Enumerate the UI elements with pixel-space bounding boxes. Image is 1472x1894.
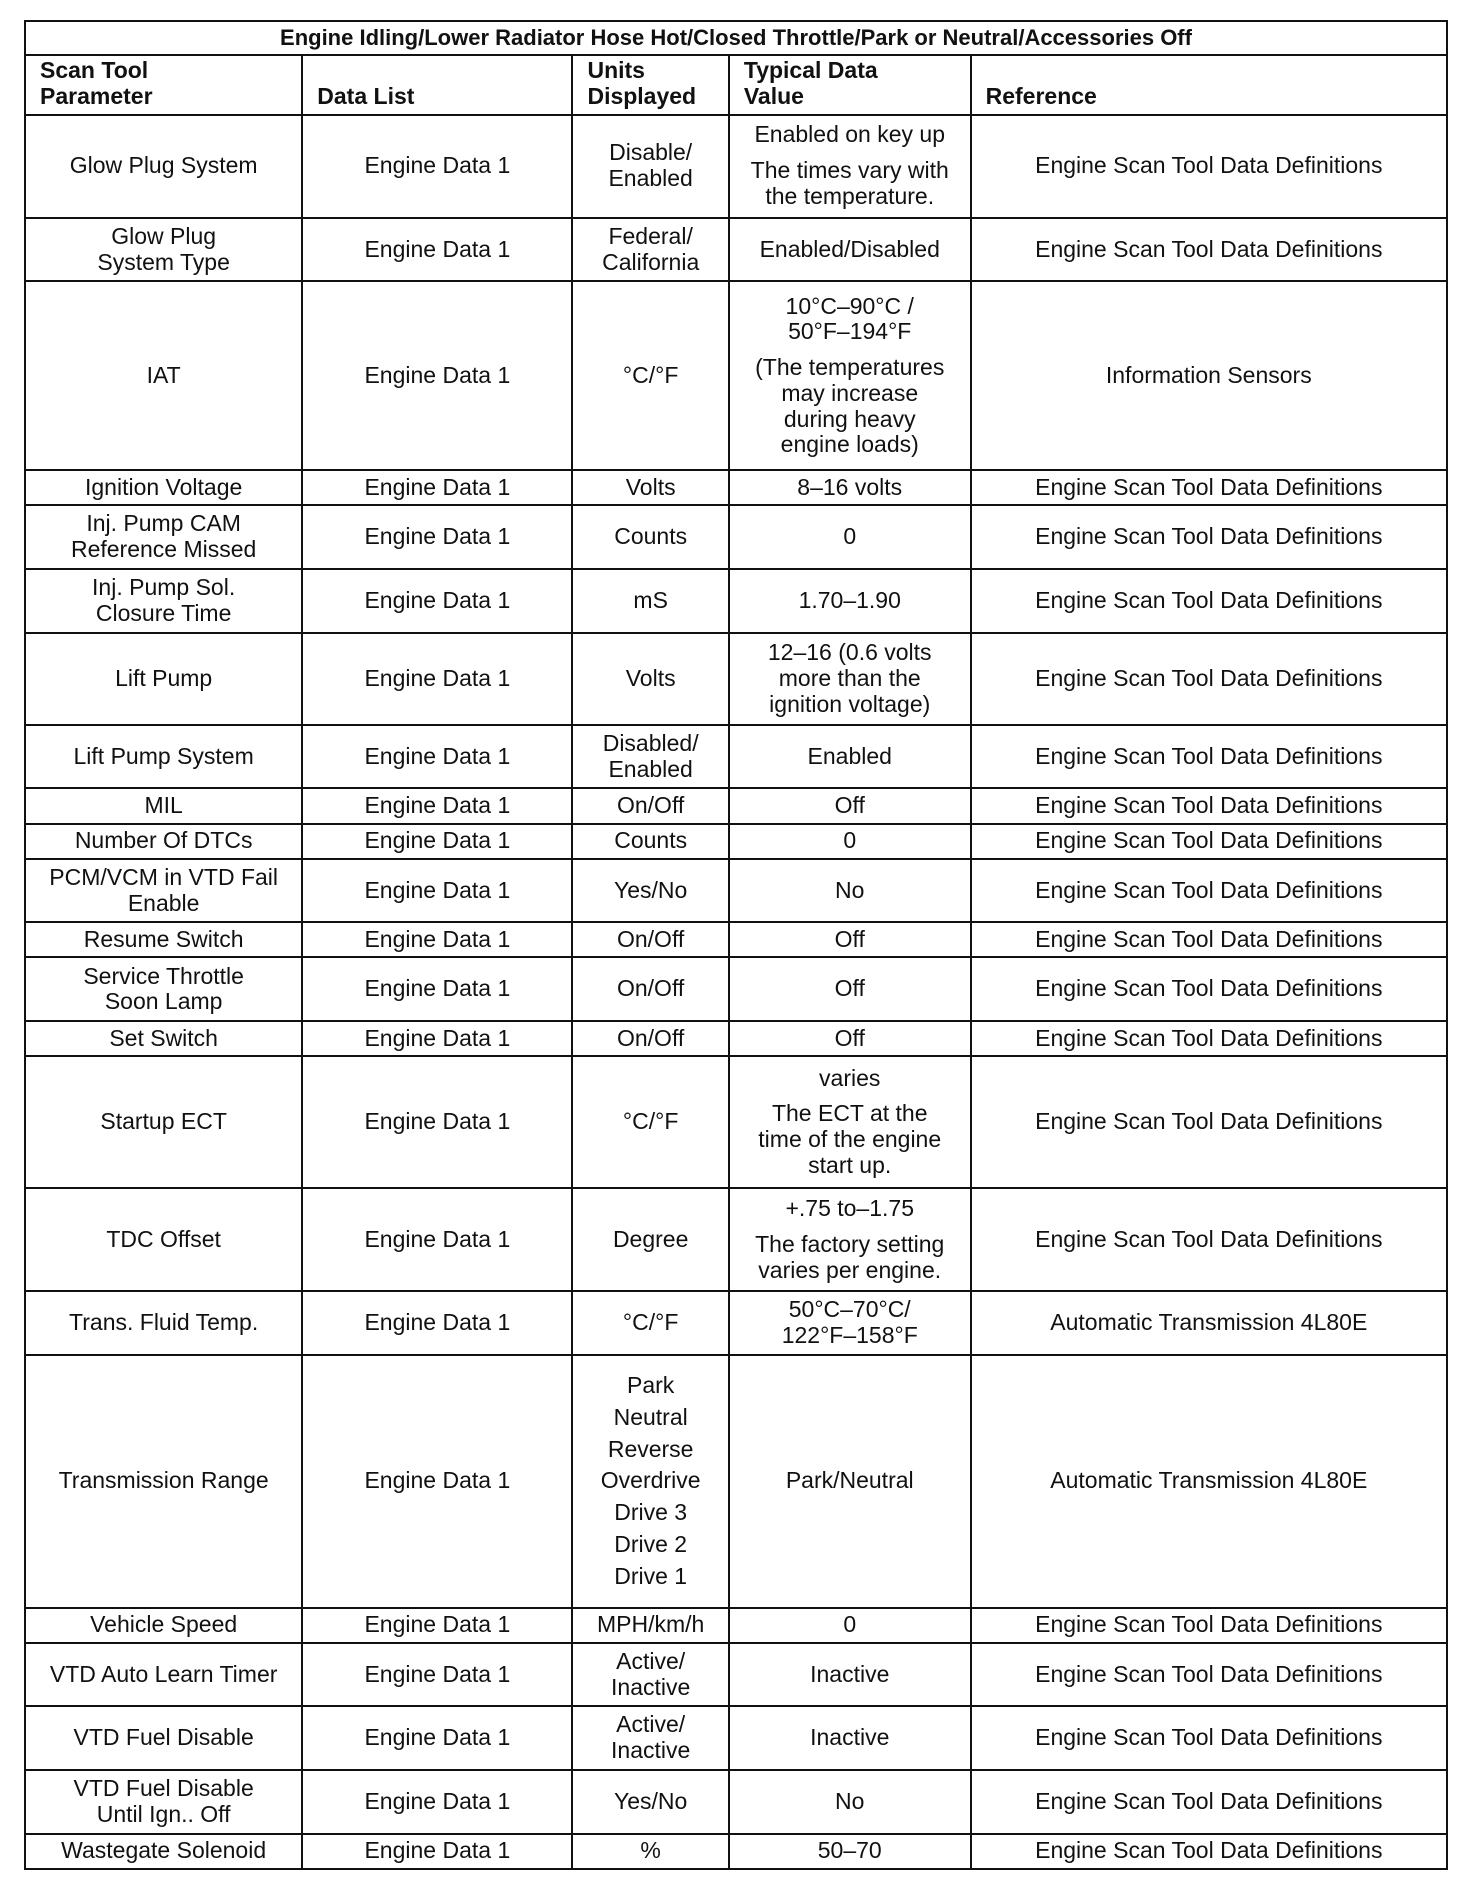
cell-parameter xyxy=(25,1608,302,1643)
units-text: On/Off xyxy=(616,1024,685,1051)
typical-value-text: ignition voltage) xyxy=(769,690,931,717)
units-text: Overdrive xyxy=(600,1467,701,1494)
cell-units xyxy=(572,1643,728,1707)
units-text: Disable/ xyxy=(609,139,693,166)
cell-typical-value xyxy=(729,1291,971,1355)
cell-data-list: Engine Data 1 xyxy=(302,505,572,569)
units-text: °C/°F xyxy=(622,361,679,388)
cell-typical-value xyxy=(729,1188,971,1291)
cell-parameter xyxy=(25,1706,302,1770)
cell-units xyxy=(572,1056,728,1188)
units-text: California xyxy=(602,248,700,275)
parameter-text: Startup ECT xyxy=(100,1108,227,1135)
cell-data-list: Engine Data 1 xyxy=(302,218,572,282)
parameter-text: Enable xyxy=(127,889,200,916)
units-text: On/Off xyxy=(616,926,685,953)
cell-parameter xyxy=(25,470,302,505)
typical-value-text: The factory setting xyxy=(755,1230,945,1257)
cell-units xyxy=(572,1834,728,1869)
cell-units xyxy=(572,788,728,823)
units-text: Federal/ xyxy=(608,222,693,249)
header-data-list xyxy=(302,55,572,115)
units-text: Drive 2 xyxy=(614,1530,688,1557)
cell-units xyxy=(572,633,728,725)
parameter-text: Inj. Pump CAM xyxy=(86,510,241,537)
cell-data-list: Engine Data 1 xyxy=(302,115,572,218)
table-row xyxy=(25,725,1447,789)
typical-value-text: 50–70 xyxy=(817,1837,882,1864)
cell-typical-value xyxy=(729,1056,971,1188)
cell-typical-value xyxy=(729,115,971,218)
parameter-text: Soon Lamp xyxy=(104,988,223,1015)
units-text: Counts xyxy=(614,523,688,550)
cell-parameter xyxy=(25,1021,302,1056)
cell-reference: Engine Scan Tool Data Definitions xyxy=(971,1770,1447,1834)
cell-parameter xyxy=(25,505,302,569)
cell-data-list: Engine Data 1 xyxy=(302,470,572,505)
cell-reference: Engine Scan Tool Data Definitions xyxy=(971,569,1447,633)
cell-typical-value xyxy=(729,1355,971,1608)
cell-typical-value xyxy=(729,1608,971,1643)
units-text: On/Off xyxy=(616,975,685,1002)
typical-value-text: Off xyxy=(834,1024,865,1051)
cell-units xyxy=(572,922,728,957)
parameter-text: Glow Plug xyxy=(111,222,217,249)
parameter-text: PCM/VCM in VTD Fail xyxy=(49,863,279,890)
cell-parameter xyxy=(25,788,302,823)
parameter-text: Glow Plug System xyxy=(69,152,258,179)
cell-parameter xyxy=(25,115,302,218)
typical-value-text: may increase xyxy=(781,379,919,406)
table-row xyxy=(25,859,1447,923)
cell-typical-value xyxy=(729,725,971,789)
typical-value-text: 122°F–158°F xyxy=(781,1322,918,1349)
units-text: Counts xyxy=(614,827,688,854)
cell-data-list: Engine Data 1 xyxy=(302,957,572,1021)
cell-parameter xyxy=(25,1291,302,1355)
header-units-line: Units xyxy=(587,57,645,83)
units-text: Drive 1 xyxy=(614,1562,688,1589)
typical-value-text: Enabled/Disabled xyxy=(759,235,940,262)
cell-parameter xyxy=(25,824,302,859)
header-units-line: Displayed xyxy=(587,82,697,109)
table-row xyxy=(25,788,1447,823)
units-text: Park xyxy=(627,1372,675,1399)
cell-reference: Engine Scan Tool Data Definitions xyxy=(971,633,1447,725)
table-row xyxy=(25,824,1447,859)
cell-reference: Engine Scan Tool Data Definitions xyxy=(971,1643,1447,1707)
units-text: Disabled/ xyxy=(602,729,699,756)
cell-data-list: Engine Data 1 xyxy=(302,1188,572,1291)
cell-reference: Engine Scan Tool Data Definitions xyxy=(971,1834,1447,1869)
cell-typical-value xyxy=(729,281,971,470)
cell-units xyxy=(572,824,728,859)
cell-parameter xyxy=(25,1643,302,1707)
cell-units xyxy=(572,859,728,923)
parameter-text: Trans. Fluid Temp. xyxy=(69,1309,259,1336)
cell-units xyxy=(572,1021,728,1056)
units-text: Neutral xyxy=(613,1403,688,1430)
cell-units xyxy=(572,957,728,1021)
cell-units xyxy=(572,1188,728,1291)
parameter-text: Wastegate Solenoid xyxy=(61,1837,267,1864)
table-row xyxy=(25,470,1447,505)
cell-parameter xyxy=(25,633,302,725)
parameter-text: VTD Fuel Disable xyxy=(73,1775,254,1802)
cell-typical-value xyxy=(729,1643,971,1707)
cell-parameter xyxy=(25,1770,302,1834)
parameter-text: System Type xyxy=(97,248,230,275)
typical-value-text: 50°C–70°C/ xyxy=(788,1296,911,1323)
cell-reference: Engine Scan Tool Data Definitions xyxy=(971,505,1447,569)
cell-reference: Engine Scan Tool Data Definitions xyxy=(971,725,1447,789)
table-row xyxy=(25,1188,1447,1291)
cell-reference: Engine Scan Tool Data Definitions xyxy=(971,470,1447,505)
units-text: Enabled xyxy=(608,755,693,782)
cell-reference: Automatic Transmission 4L80E xyxy=(971,1291,1447,1355)
cell-parameter xyxy=(25,1056,302,1188)
header-typical-value xyxy=(729,55,971,115)
cell-units xyxy=(572,1291,728,1355)
table-row xyxy=(25,1608,1447,1643)
cell-data-list: Engine Data 1 xyxy=(302,859,572,923)
units-text: % xyxy=(640,1837,661,1864)
cell-parameter xyxy=(25,859,302,923)
cell-data-list: Engine Data 1 xyxy=(302,824,572,859)
typical-value-text: Park/Neutral xyxy=(785,1467,914,1494)
table-row xyxy=(25,1291,1447,1355)
cell-reference: Engine Scan Tool Data Definitions xyxy=(971,922,1447,957)
units-text: °C/°F xyxy=(622,1108,679,1135)
units-text: Yes/No xyxy=(614,1788,688,1814)
cell-reference: Engine Scan Tool Data Definitions xyxy=(971,957,1447,1021)
table-row xyxy=(25,1834,1447,1869)
cell-data-list: Engine Data 1 xyxy=(302,569,572,633)
parameter-text: Number Of DTCs xyxy=(74,827,253,854)
table-row xyxy=(25,115,1447,218)
units-text: mS xyxy=(633,586,668,613)
parameter-text: Until Ign.. Off xyxy=(96,1800,231,1827)
typical-value-text: Inactive xyxy=(810,1724,890,1751)
cell-reference: Engine Scan Tool Data Definitions xyxy=(971,1056,1447,1188)
cell-units xyxy=(572,1770,728,1834)
cell-typical-value xyxy=(729,470,971,505)
typical-value-text: Off xyxy=(834,975,865,1002)
typical-value-text: Enabled on key up xyxy=(754,121,945,148)
units-text: Yes/No xyxy=(614,876,688,903)
typical-value-text: (The temperatures xyxy=(755,354,945,381)
header-typical-line: Value xyxy=(743,82,804,109)
units-text: °C/°F xyxy=(622,1309,679,1336)
typical-value-text: 1.70–1.90 xyxy=(798,586,901,613)
cell-parameter xyxy=(25,725,302,789)
parameter-text: Ignition Voltage xyxy=(84,473,243,500)
header-parameter-line: Scan Tool xyxy=(40,57,149,83)
typical-value-text: 8–16 volts xyxy=(797,473,903,500)
table-row xyxy=(25,569,1447,633)
units-text: On/Off xyxy=(616,792,685,819)
parameter-text: VTD Auto Learn Timer xyxy=(49,1660,278,1687)
typical-value-text: Inactive xyxy=(810,1660,890,1687)
units-text: Inactive xyxy=(611,1737,691,1764)
parameter-text: MIL xyxy=(144,792,183,819)
header-units xyxy=(572,55,728,115)
cell-typical-value xyxy=(729,957,971,1021)
parameter-text: Vehicle Speed xyxy=(90,1611,238,1638)
cell-reference: Engine Scan Tool Data Definitions xyxy=(971,1021,1447,1056)
cell-data-list: Engine Data 1 xyxy=(302,1355,572,1608)
cell-reference: Engine Scan Tool Data Definitions xyxy=(971,1608,1447,1643)
cell-reference: Automatic Transmission 4L80E xyxy=(971,1355,1447,1608)
cell-data-list: Engine Data 1 xyxy=(302,281,572,470)
header-data-list-line: Data List xyxy=(317,82,415,109)
table-body xyxy=(25,115,1447,1870)
parameter-text: Resume Switch xyxy=(83,926,244,953)
cell-typical-value xyxy=(729,218,971,282)
parameter-text: Transmission Range xyxy=(58,1467,269,1494)
cell-data-list: Engine Data 1 xyxy=(302,1056,572,1188)
table-row xyxy=(25,1770,1447,1834)
cell-data-list: Engine Data 1 xyxy=(302,1834,572,1869)
cell-units xyxy=(572,281,728,470)
header-reference-line: Reference xyxy=(985,82,1097,109)
cell-units xyxy=(572,725,728,789)
typical-value-text: 0 xyxy=(843,1611,857,1638)
units-text: Volts xyxy=(625,473,676,500)
cell-parameter xyxy=(25,1355,302,1608)
cell-typical-value xyxy=(729,505,971,569)
cell-typical-value xyxy=(729,788,971,823)
cell-reference: Engine Scan Tool Data Definitions xyxy=(971,218,1447,282)
cell-typical-value xyxy=(729,922,971,957)
table-row xyxy=(25,281,1447,470)
cell-units xyxy=(572,470,728,505)
cell-parameter xyxy=(25,1188,302,1291)
table-title-row xyxy=(25,21,1447,55)
parameter-text: Lift Pump xyxy=(115,664,213,691)
units-text: Drive 3 xyxy=(614,1499,688,1526)
scan-tool-data-document xyxy=(24,20,1448,1870)
units-text: Active/ xyxy=(616,1711,686,1738)
typical-value-text: 12–16 (0.6 volts xyxy=(767,639,932,666)
cell-reference: Engine Scan Tool Data Definitions xyxy=(971,788,1447,823)
cell-units xyxy=(572,505,728,569)
typical-value-text: The ECT at the xyxy=(771,1100,928,1127)
typical-value-text: +.75 to–1.75 xyxy=(785,1195,914,1221)
parameter-text: TDC Offset xyxy=(106,1225,221,1252)
table-row xyxy=(25,922,1447,957)
header-reference xyxy=(971,55,1447,115)
typical-value-text: start up. xyxy=(808,1151,892,1178)
table-row xyxy=(25,1643,1447,1707)
typical-value-text: 50°F–194°F xyxy=(788,318,912,345)
table-row xyxy=(25,1355,1447,1608)
cell-parameter xyxy=(25,281,302,470)
cell-typical-value xyxy=(729,569,971,633)
cell-data-list: Engine Data 1 xyxy=(302,1021,572,1056)
typical-value-text: Off xyxy=(834,792,865,819)
parameter-text: Closure Time xyxy=(95,599,232,626)
typical-value-text: more than the xyxy=(778,664,921,691)
cell-units xyxy=(572,1355,728,1608)
cell-typical-value xyxy=(729,1021,971,1056)
cell-reference: Information Sensors xyxy=(971,281,1447,470)
typical-value-text: Off xyxy=(834,926,865,953)
typical-value-text: time of the engine xyxy=(758,1126,942,1153)
cell-data-list: Engine Data 1 xyxy=(302,1608,572,1643)
cell-reference: Engine Scan Tool Data Definitions xyxy=(971,859,1447,923)
units-text: Reverse xyxy=(607,1435,694,1462)
parameter-text: Lift Pump System xyxy=(73,742,254,769)
typical-value-text: Enabled xyxy=(807,742,892,769)
scan-tool-data-table xyxy=(24,20,1448,1870)
cell-reference: Engine Scan Tool Data Definitions xyxy=(971,1706,1447,1770)
cell-parameter xyxy=(25,218,302,282)
header-parameter-line: Parameter xyxy=(40,82,153,109)
typical-value-text: 0 xyxy=(843,827,857,854)
parameter-text: VTD Fuel Disable xyxy=(73,1724,254,1751)
cell-data-list: Engine Data 1 xyxy=(302,1291,572,1355)
typical-value-text: varies xyxy=(819,1064,881,1091)
cell-reference: Engine Scan Tool Data Definitions xyxy=(971,1188,1447,1291)
cell-data-list: Engine Data 1 xyxy=(302,1643,572,1707)
units-text: Enabled xyxy=(608,165,693,192)
parameter-text: IAT xyxy=(146,361,181,388)
units-text: Volts xyxy=(625,664,676,691)
cell-reference: Engine Scan Tool Data Definitions xyxy=(971,824,1447,859)
units-text: Active/ xyxy=(616,1647,686,1674)
cell-data-list: Engine Data 1 xyxy=(302,1770,572,1834)
typical-value-text: No xyxy=(835,876,865,903)
table-row xyxy=(25,1056,1447,1188)
typical-value-text: engine loads) xyxy=(780,431,919,458)
table-row xyxy=(25,218,1447,282)
table-title: Engine Idling/Lower Radiator Hose Hot/Closed Throttle/Park or Neutral/Accessories Off xyxy=(25,21,1447,55)
typical-value-text: 10°C–90°C / xyxy=(785,292,914,319)
parameter-text: Set Switch xyxy=(109,1024,218,1051)
cell-typical-value xyxy=(729,824,971,859)
typical-value-text: during heavy xyxy=(783,405,916,432)
cell-units xyxy=(572,569,728,633)
cell-typical-value xyxy=(729,1834,971,1869)
table-row xyxy=(25,633,1447,725)
cell-reference: Engine Scan Tool Data Definitions xyxy=(971,115,1447,218)
parameter-text: Reference Missed xyxy=(70,536,257,563)
parameter-text: Inj. Pump Sol. xyxy=(92,574,236,601)
cell-parameter xyxy=(25,957,302,1021)
header-typical-line: Typical Data xyxy=(743,57,878,83)
cell-units xyxy=(572,1706,728,1770)
header-parameter xyxy=(25,55,302,115)
typical-value-text: No xyxy=(835,1788,865,1814)
table-row xyxy=(25,1706,1447,1770)
table-row xyxy=(25,505,1447,569)
units-text: Inactive xyxy=(611,1673,691,1700)
typical-value-text: the temperature. xyxy=(765,182,935,209)
cell-data-list: Engine Data 1 xyxy=(302,633,572,725)
cell-typical-value xyxy=(729,859,971,923)
cell-units xyxy=(572,1608,728,1643)
cell-data-list: Engine Data 1 xyxy=(302,725,572,789)
cell-units xyxy=(572,218,728,282)
cell-units xyxy=(572,115,728,218)
cell-parameter xyxy=(25,569,302,633)
typical-value-text: The times vary with xyxy=(750,157,949,184)
cell-typical-value xyxy=(729,1706,971,1770)
cell-data-list: Engine Data 1 xyxy=(302,788,572,823)
cell-parameter xyxy=(25,922,302,957)
table-row xyxy=(25,957,1447,1021)
cell-data-list: Engine Data 1 xyxy=(302,922,572,957)
typical-value-text: 0 xyxy=(843,523,857,550)
header-row xyxy=(25,55,1447,115)
table-row xyxy=(25,1021,1447,1056)
cell-typical-value xyxy=(729,1770,971,1834)
cell-parameter xyxy=(25,1834,302,1869)
typical-value-text: varies per engine. xyxy=(758,1256,942,1283)
units-text: MPH/km/h xyxy=(596,1611,705,1638)
cell-data-list: Engine Data 1 xyxy=(302,1706,572,1770)
units-text: Degree xyxy=(612,1225,689,1252)
parameter-text: Service Throttle xyxy=(83,962,244,989)
cell-typical-value xyxy=(729,633,971,725)
